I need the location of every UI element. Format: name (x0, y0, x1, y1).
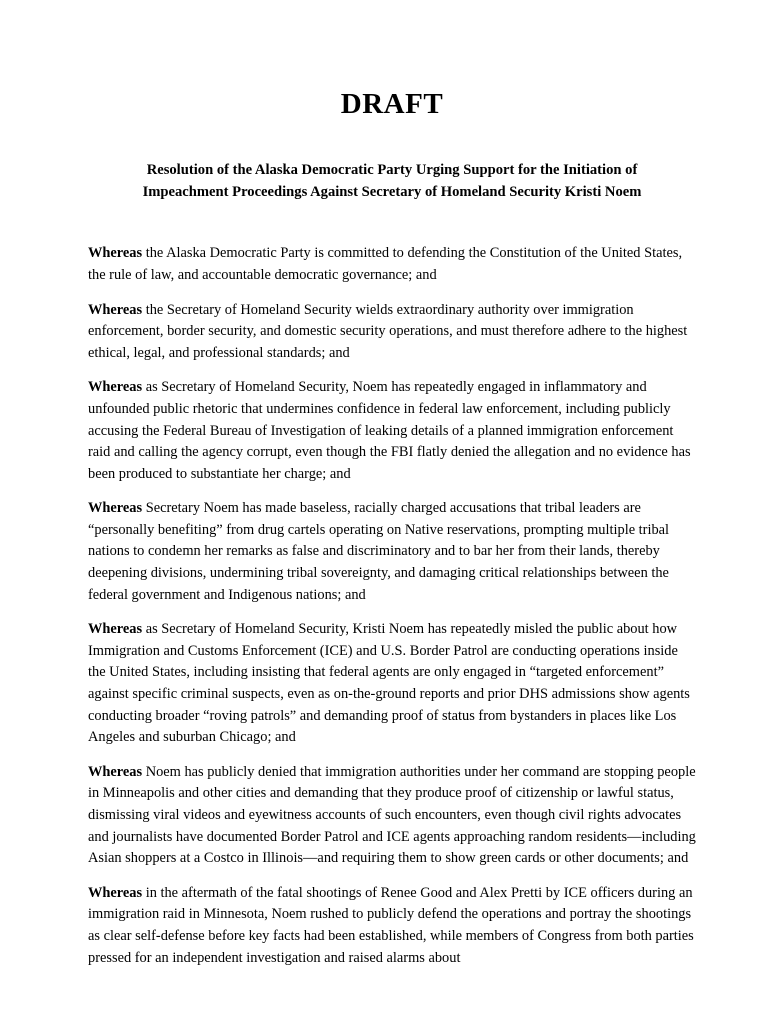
page-title: DRAFT (340, 88, 444, 120)
clause-text: Noem has publicly denied that immigration authorities under her command are stopping people in Minneapolis and other cities and demanding that they produce proof of citizenship or lawful status, dismissing viral videos and eyewitness accounts of such encounters, even though civil rights advocates and journalists have documented Border Patrol and ICE agents approaching random residents—including Asian shoppers at a Costco in Illinois—and requiring them to show green cards or other documents; and (88, 763, 696, 867)
clause-lead-label: Whereas (88, 763, 143, 780)
document-content (88, 0, 696, 969)
clause-text: Secretary Noem has made baseless, racially charged accusations that tribal leaders are “personally benefiting” from drug cartels operating on Native reservations, prompting multiple tribal nations to condemn her remarks as false and discriminatory and to bar her from their lands, thereby deepening divisions, undermining tribal sovereignty, and damaging critical relationships between the federal government and Indigenous nations; and (88, 500, 670, 603)
whereas-clause (88, 243, 696, 286)
clause-lead-label: Whereas (88, 245, 143, 262)
clause-text: the Alaska Democratic Party is committed to defending the Constitution of the United States, the rule of law, and accountable democratic governance; and (88, 245, 683, 283)
clause-lead-label: Whereas (88, 379, 143, 396)
whereas-clause (88, 883, 696, 969)
clause-text: in the aftermath of the fatal shootings of Renee Good and Alex Pretti by ICE officers during an immigration raid in Minnesota, Noem rushed to publicly defend the operations and portray the shootings as clear self-defense before key facts had been established, while members of Congress from both parties pressed for an independent investigation and raised alarms about (88, 884, 694, 966)
clause-lead-label: Whereas (88, 301, 143, 318)
clause-lead-label: Whereas (88, 500, 143, 517)
clause-text: the Secretary of Homeland Security wields extraordinary authority over immigration enforcement, border security, and domestic security operations, and must therefore adhere to the highest ethical, legal, and professional standards; and (88, 301, 688, 361)
whereas-clause (88, 762, 696, 870)
clause-lead-label: Whereas (88, 884, 143, 901)
document-subtitle: Resolution of the Alaska Democratic Party Urging Support for the Initiation of Impeachment Proceedings Against Secretary of Homeland Security Kristi Noem (142, 162, 642, 201)
whereas-clause (88, 619, 696, 749)
whereas-clause (88, 300, 696, 365)
whereas-clause (88, 377, 696, 485)
clause-text: as Secretary of Homeland Security, Noem has repeatedly engaged in inflammatory and unfounded public rhetoric that undermines confidence in federal law enforcement, including publicly accusing the Federal Bureau of Investigation of leaking details of a planned immigration enforcement raid and calling the agency corrupt, even though the FBI flatly denied the allegation and no evidence has been produced to substantiate her charge; and (88, 379, 691, 482)
whereas-clause (88, 498, 696, 606)
resolution-clause-list (88, 203, 696, 969)
clause-text: as Secretary of Homeland Security, Kristi Noem has repeatedly misled the public about how Immigration and Customs Enforcement (ICE) and U.S. Border Patrol are conducting operations inside the United States, including insisting that federal agents are only engaged in “targeted enforcement” against specific criminal suspects, even as on-the-ground reports and prior DHS admissions show agents conducting broader “roving patrols” and demanding proof of status from bystanders in places like Los Angeles and suburban Chicago; and (88, 621, 690, 746)
clause-lead-label: Whereas (88, 621, 143, 638)
